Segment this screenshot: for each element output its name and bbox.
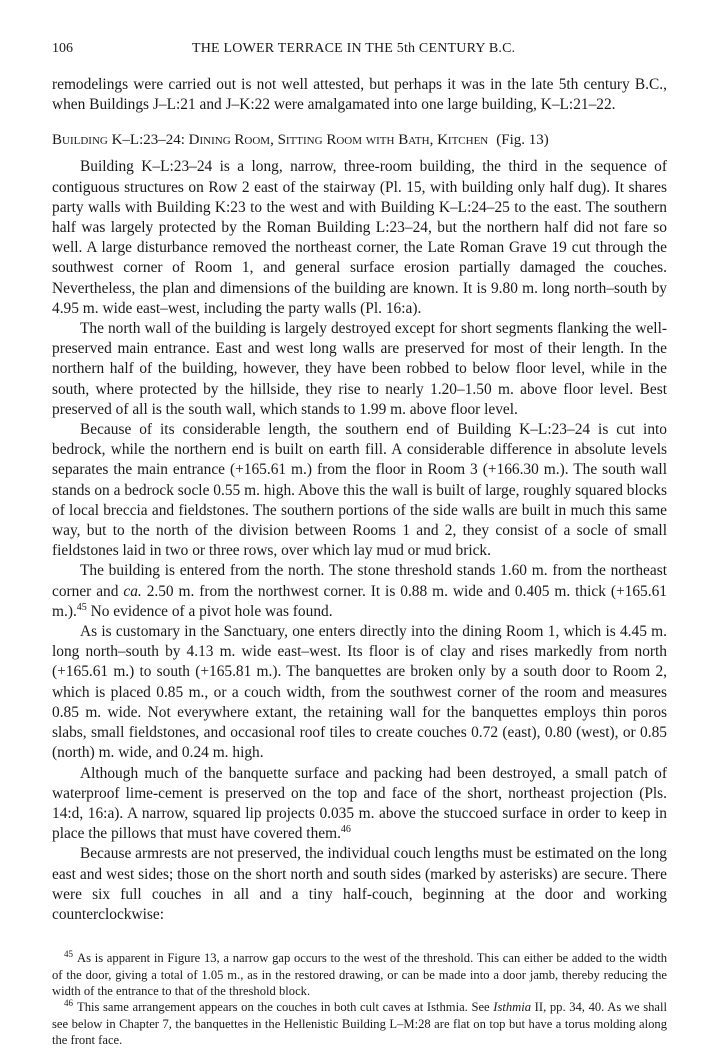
paragraph-4-text-b: 2.50 m. from the northwest corner. It is 0.88 m. wide and 0.405 m. thick (+165.61 m.). — [52, 582, 667, 620]
footnote-45 — [52, 950, 667, 999]
figure-reference: (Fig. 13) — [496, 132, 549, 149]
circa-abbrev: ca. — [123, 582, 142, 600]
paragraph-3: Because of its considerable length, the southern end of Building K–L:23–24 is cut into bedrock, while the northern end is built on earth fill. A considerable difference in absolute levels separates the main entrance (+165.61 m.) from the floor in Room 3 (+166.30 m.). The south wall stands on a bedrock socle 0.55 m. high. Above this the wall is built of large, roughly squared blocks of local breccia and fieldstones. The southern portions of the side walls are built in much this same way, but to the north of the division between Rooms 1 and 2, they consist of a socle of small fieldstones laid in two or three rows, over which lay mud or mud brick. — [52, 421, 667, 560]
paragraph-4-text-a: The building is entered from the north. The stone threshold stands 1.60 m. from the northeast corner and — [52, 562, 667, 600]
page — [52, 40, 667, 1049]
paragraph-4-text-c: No evidence of a pivot hole was found. — [86, 602, 333, 620]
paragraph-6 — [52, 764, 667, 845]
page-number: 106 — [52, 41, 73, 56]
footnotes — [52, 950, 667, 1048]
footnote-ref-45[interactable]: 45 — [76, 601, 87, 613]
paragraph-4 — [52, 561, 667, 622]
footnote-ref-46[interactable]: 46 — [340, 824, 351, 836]
section-heading — [52, 130, 667, 150]
paragraph-6-text: Although much of the banquette surface and packing had been destroyed, a small patch of waterproof lime-cement is preserved on the top and face of the short, northeast projection (Pls. 14:d, 16:a). A narrow, squared lip projects 0.035 m. above the stuccoed surface in order to keep in place the pillows that must have covered them. — [52, 764, 667, 843]
paragraph-1: Building K–L:23–24 is a long, narrow, three-room building, the third in the sequence of contiguous structures on Row 2 east of the stairway (Pl. 15, with building only half dug). It shares party walls with Building K:23 to the west and with Building K–L:24–25 to the east. The southern half was largely protected by the Roman Building L:23–24, but the northern half did not fare so well. A large disturbance removed the northeast corner, the Late Roman Grave 19 cut through the southwest corner of Room 1, and general surface erosion partially damaged the couches. Nevertheless, the plan and dimensions of the building are known. It is 9.80 m. long north–south by 4.95 m. wide east–west, including the party walls (Pl. 16:a). — [52, 158, 667, 317]
isthmia-title: Isthmia — [493, 1000, 532, 1015]
paragraph-7: Because armrests are not preserved, the individual couch lengths must be estimated on the long east and west sides; those on the short north and south sides (marked by asterisks) are secure. There were six full couches in all and a tiny half-couch, beginning at the door and working counterclockwise: — [52, 845, 667, 923]
paragraph-5: As is customary in the Sanctuary, one enters directly into the dining Room 1, which is 4.45 m. long north–south by 4.13 m. wide east–west. Its floor is of clay and rises markedly from north (+165.61 m.) to south (+165.81 m.). The banquettes are broken only by a south door to Room 2, which is placed 0.85 m., or a couch width, from the southwest corner of the room and measures 0.85 m. wide. Not everywhere extant, the retaining wall for the banquettes employs thin poros slabs, small fieldstones, and occasional roof tiles to create couches 0.72 (east), 0.80 (west), or 0.85 (north) m. wide, and 0.24 m. high. — [52, 623, 667, 762]
footnote-46-text-b: II, pp. 34, 40. As we shall see below in Chapter 7, the banquettes in the Hellenistic Building L–M:28 are flat on top but have a torus molding along the front face. — [52, 1000, 667, 1048]
footnote-mark-46: 46 — [64, 998, 73, 1009]
running-header — [52, 40, 667, 58]
paragraph-2: The north wall of the building is largely destroyed except for short segments flanking the well-preserved main entrance. East and west long walls are preserved for most of their length. In the northern half of the building, however, they have been robbed to below floor level, while in the south, where protected by the hillside, they rise to nearly 1.20–1.50 m. above floor level. Best preserved of all is the south wall, which stands to 1.99 m. above floor level. — [52, 320, 667, 418]
footnote-46-text-a: This same arrangement appears on the couches in both cult caves at Isthmia. See — [77, 1000, 494, 1015]
footnote-45-text: As is apparent in Figure 13, a narrow gap occurs to the west of the threshold. This can either be added to the width of the door, giving a total of 1.05 m., as in the restored drawing, or can be made into a door jamb, thereby reducing the width of the entrance to that of the threshold block. — [52, 951, 667, 998]
running-title: THE LOWER TERRACE IN THE 5th CENTURY B.C. — [192, 41, 516, 56]
section-title: Building K–L:23–24: Dining Room, Sitting Room with Bath, Kitchen — [52, 132, 489, 149]
continuation-paragraph: remodelings were carried out is not well attested, but perhaps it was in the late 5th century B.C., when Buildings J–L:21 and J–K:22 were amalgamated into one large building, K–L:21–22. — [52, 76, 667, 114]
footnote-mark-45: 45 — [64, 949, 73, 960]
